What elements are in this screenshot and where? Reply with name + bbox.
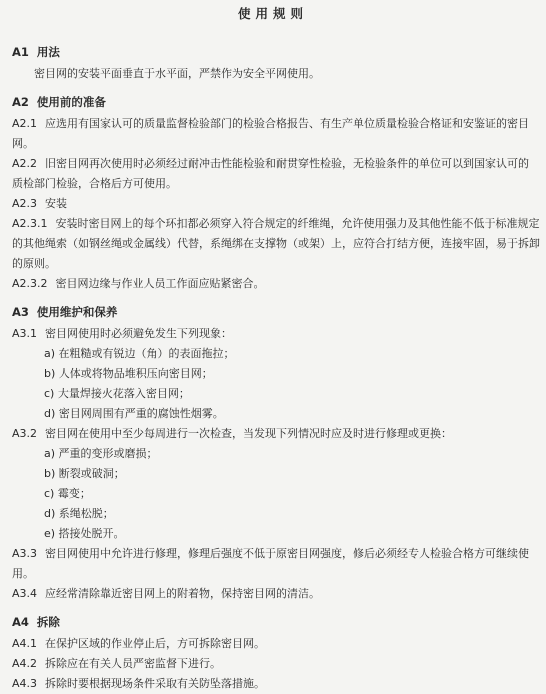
section-number: A2	[12, 95, 29, 109]
clause-a4-1	[12, 634, 540, 654]
clause-number: A2.2	[12, 157, 38, 170]
clause-a2-2	[12, 154, 540, 194]
clause-number: A2.3.1	[12, 217, 48, 230]
section-number: A4	[12, 615, 29, 629]
list-item: a) 在粗糙或有锐边（角）的表面拖拉；	[44, 347, 235, 360]
section-a4-heading	[12, 612, 540, 632]
section-a2-heading	[12, 92, 540, 112]
page-title: 使用规则	[237, 6, 308, 21]
clause-number: A4.1	[12, 637, 38, 650]
clause-text: 密目网边缘与作业人员工作面应贴紧密合。	[55, 277, 265, 290]
clause-a3-2	[12, 424, 540, 444]
clause-text: 应选用有国家认可的质量监督检验部门的检验合格报告、有生产单位质量检验合格证和安鉴证的密目网。	[12, 117, 530, 150]
clause-a3-4	[12, 584, 540, 604]
clause-text: 安装时密目网上的每个环扣都必须穿入符合规定的纤维绳，允许使用强力及其他性能不低于标准规定的其他绳索（如钢丝绳或金属线）代替，系绳绑在支撑物（或架）上，应符合打结方便，连接牢固，易于拆卸的原则。	[12, 217, 540, 270]
clause-a4-2	[12, 654, 540, 674]
clause-text: 密目网使用中允许进行修理，修理后强度不低于原密目网强度，修后必须经专人检验合格方可继续使用。	[12, 547, 530, 580]
clause-text: 密目网在使用中至少每周进行一次检查，当发现下列情况时应及时进行修理或更换：	[45, 427, 453, 440]
clause-text: 拆除应在有关人员严密监督下进行。	[45, 657, 222, 670]
clause-a2-1	[12, 114, 540, 154]
list-item: b) 人体或将物品堆积压向密目网；	[44, 367, 213, 380]
clause-number: A3.4	[12, 587, 38, 600]
section-a1-body: 密目网的安装平面垂直于水平面，严禁作为安全平网使用。	[34, 67, 320, 80]
clause-text: 应经常清除靠近密目网上的附着物，保持密目网的清洁。	[45, 587, 321, 600]
clause-number: A2.3	[12, 197, 38, 210]
clause-number: A3.2	[12, 427, 38, 440]
section-number: A3	[12, 305, 29, 319]
clause-text: 安装	[45, 197, 68, 210]
section-a3-heading	[12, 302, 540, 322]
clause-number: A3.3	[12, 547, 38, 560]
list-item: c) 大量焊接火花落入密目网；	[44, 387, 190, 400]
clause-a2-3-2	[12, 274, 540, 294]
clause-text: 旧密目网再次使用时必须经过耐冲击性能检验和耐贯穿性检验，无检验条件的单位可以到国家认可的质检部门检验，合格后方可使用。	[12, 157, 530, 190]
list-item: b) 断裂或破洞；	[44, 467, 125, 480]
clause-a2-3-1	[12, 214, 540, 274]
clause-a3-3	[12, 544, 540, 584]
list-item: d) 密目网周围有严重的腐蚀性烟雾。	[44, 407, 224, 420]
clause-a2-3	[12, 194, 540, 214]
clause-text: 密目网使用时必须避免发生下列现象：	[45, 327, 233, 340]
list-item: e) 搭接处脱开。	[44, 527, 125, 540]
list-item: a) 严重的变形或磨损；	[44, 447, 158, 460]
clause-text: 拆除时要根据现场条件采取有关防坠落措施。	[45, 677, 266, 690]
section-title: 拆除	[36, 615, 60, 629]
clause-number: A4.3	[12, 677, 38, 690]
clause-number: A3.1	[12, 327, 38, 340]
document-body	[12, 42, 540, 694]
section-title: 使用维护和保养	[36, 305, 118, 319]
section-number: A1	[12, 45, 29, 59]
clause-number: A2.1	[12, 117, 38, 130]
clause-text: 在保护区域的作业停止后，方可拆除密目网。	[45, 637, 266, 650]
list-item: c) 霉变；	[44, 487, 91, 500]
clause-number: A4.2	[12, 657, 38, 670]
clause-a3-1	[12, 324, 540, 344]
section-title: 使用前的准备	[36, 95, 106, 109]
clause-number: A2.3.2	[12, 277, 48, 290]
clause-a4-3	[12, 674, 540, 694]
list-item: d) 系绳松脱；	[44, 507, 114, 520]
section-title: 用法	[36, 45, 60, 59]
section-a1-heading	[12, 42, 540, 62]
